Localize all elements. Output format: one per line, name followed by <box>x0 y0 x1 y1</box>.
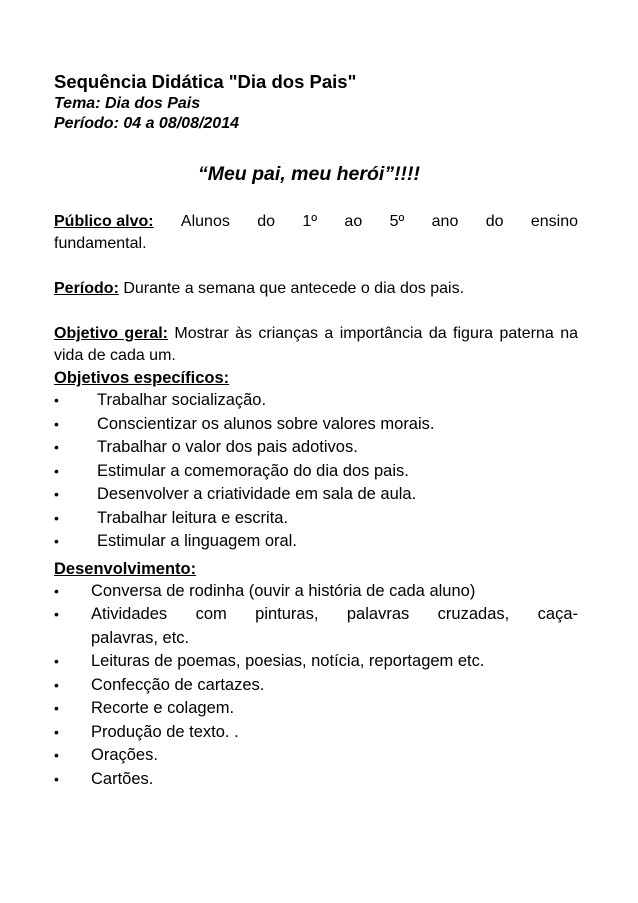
list-item: • Cartões. <box>54 768 578 792</box>
document-page <box>54 70 578 791</box>
list-item: • Desenvolver a criatividade em sala de aula. <box>54 483 578 507</box>
list-item: • Conscientizar os alunos sobre valores morais. <box>54 413 578 437</box>
target-audience-word: 5º <box>389 213 405 230</box>
bullet-icon: • <box>54 439 59 455</box>
bullet-icon: • <box>54 415 59 432</box>
general-objective-label: Objetivo geral: <box>54 325 168 342</box>
bullet-icon: • <box>54 582 59 599</box>
development-heading: Desenvolvimento: <box>54 559 197 578</box>
specific-objectives-list <box>54 389 578 554</box>
target-audience-word: do <box>257 213 275 230</box>
bullet-icon: • <box>54 606 59 622</box>
list-item: • Recorte e colagem. <box>54 697 578 721</box>
bullet-icon: • <box>54 486 59 502</box>
target-audience-first-line <box>54 211 578 233</box>
list-item: • Estimular a comemoração do dia dos pais. <box>54 460 578 484</box>
bullet-icon: • <box>54 653 59 669</box>
specific-objectives-heading: Objetivos específicos: <box>54 369 230 387</box>
list-item: • Trabalhar socialização. <box>54 389 578 413</box>
bullet-icon: • <box>54 392 59 408</box>
target-audience-word: 1º <box>302 213 318 230</box>
bullet-icon: • <box>54 509 59 526</box>
target-audience-word: ano <box>431 213 459 230</box>
bullet-icon: • <box>54 700 59 716</box>
target-audience-word: ensino <box>530 213 578 230</box>
list-item: • Confecção de cartazes. <box>54 674 578 698</box>
bullet-icon: • <box>54 676 59 693</box>
date-range-line: Período: 04 a 08/08/2014 <box>54 115 239 132</box>
bullet-icon: • <box>54 462 59 479</box>
period-label: Período: <box>54 280 119 297</box>
list-item: • Trabalhar leitura e escrita. <box>54 507 578 531</box>
bullet-icon: • <box>54 723 59 740</box>
period-text: Durante a semana que antecede o dia dos pais. <box>118 280 465 297</box>
list-item: • Orações. <box>54 744 578 768</box>
target-audience-paragraph <box>54 211 578 255</box>
general-objective-paragraph <box>54 323 578 367</box>
list-item: • Trabalhar o valor dos pais adotivos. <box>54 436 578 460</box>
list-item-justified-line: Atividades com pinturas, palavras cruzadas, caça- <box>91 605 578 623</box>
target-audience-label: Público alvo: <box>54 213 154 230</box>
general-objective-text: Mostrar às crianças a importância da figura paterna na vida de cada um. <box>54 325 578 364</box>
period-paragraph <box>54 278 578 300</box>
bullet-icon: • <box>54 770 59 787</box>
list-item: • Produção de texto. . <box>54 721 578 745</box>
target-audience-word: do <box>485 213 504 230</box>
bullet-icon: • <box>54 533 59 549</box>
document-title: Sequência Didática "Dia dos Pais" <box>54 71 357 92</box>
target-audience-word: Alunos <box>180 213 230 230</box>
target-audience-word: ao <box>344 213 363 230</box>
headline-quote: “Meu pai, meu herói”!!!! <box>197 163 421 185</box>
list-item: • Estimular a linguagem oral. <box>54 530 578 554</box>
development-list <box>54 580 578 792</box>
list-item: • Leituras de poemas, poesias, notícia, reportagem etc. <box>54 650 578 674</box>
theme-line: Tema: Dia dos Pais <box>54 95 201 112</box>
list-item: • Conversa de rodinha (ouvir a história de cada aluno) <box>54 580 578 604</box>
bullet-icon: • <box>54 747 59 763</box>
list-item: • Atividades com pinturas, palavras cruzadas, caça- palavras, etc. <box>54 605 578 647</box>
target-audience-second-line: fundamental. <box>54 235 147 252</box>
